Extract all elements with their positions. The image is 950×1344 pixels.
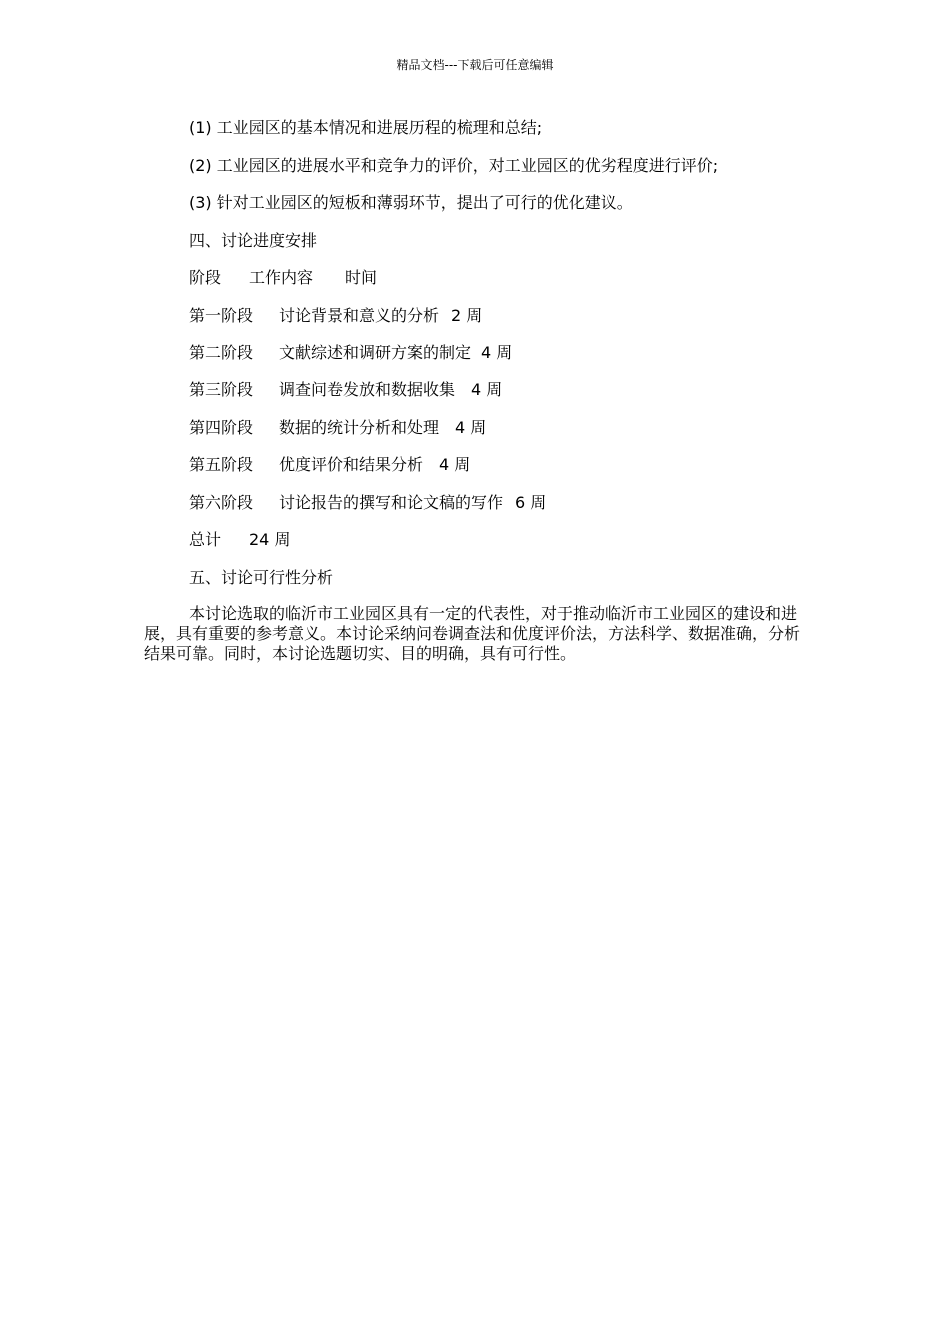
total-label: 总计 xyxy=(189,530,222,549)
row-stage: 第五阶段 xyxy=(189,455,254,474)
row-time: 4 周 xyxy=(455,418,487,437)
row-time: 4 周 xyxy=(439,455,471,474)
table-row xyxy=(189,306,482,326)
page-header: 精品文档---下载后可任意编辑 xyxy=(396,58,554,72)
row-stage: 第二阶段 xyxy=(189,343,254,362)
schedule-table-header xyxy=(189,268,377,288)
row-content: 讨论报告的撰写和论文稿的写作 xyxy=(279,493,504,512)
table-row xyxy=(189,343,512,363)
row-content: 优度评价和结果分析 xyxy=(279,455,424,474)
row-time: 2 周 xyxy=(451,306,483,325)
row-time: 4 周 xyxy=(481,343,513,362)
row-content: 讨论背景和意义的分析 xyxy=(279,306,440,325)
row-time: 6 周 xyxy=(515,493,547,512)
table-row xyxy=(189,418,486,438)
section-4-heading: 四、讨论进度安排 xyxy=(189,231,318,250)
schedule-total xyxy=(189,530,290,550)
header-content: 工作内容 xyxy=(249,268,314,287)
header-stage: 阶段 xyxy=(189,268,222,287)
row-stage: 第一阶段 xyxy=(189,306,254,325)
table-row xyxy=(189,380,502,400)
row-content: 文献综述和调研方案的制定 xyxy=(279,343,472,362)
table-row xyxy=(189,493,546,513)
total-value: 24 周 xyxy=(249,530,291,549)
row-content: 数据的统计分析和处理 xyxy=(279,418,440,437)
row-content: 调查问卷发放和数据收集 xyxy=(279,380,456,399)
header-time: 时间 xyxy=(345,268,378,287)
row-stage: 第四阶段 xyxy=(189,418,254,437)
feasibility-paragraph: 本讨论选取的临沂市工业园区具有一定的代表性，对于推动临沂市工业园区的建设和进展，具有重要的参考意义。本讨论采纳问卷调查法和优度评价法，方法科学、数据准确，分析结果可靠。同时，本讨论选题切实、目的明确，具有可行性。 xyxy=(144,604,801,663)
list-item-2: (2) 工业园区的进展水平和竞争力的评价，对工业园区的优劣程度进行评价; xyxy=(189,156,719,175)
list-item-3: (3) 针对工业园区的短板和薄弱环节，提出了可行的优化建议。 xyxy=(189,193,633,212)
list-item-1: (1) 工业园区的基本情况和进展历程的梳理和总结; xyxy=(189,118,543,137)
row-time: 4 周 xyxy=(471,380,503,399)
table-row xyxy=(189,455,470,475)
section-5-heading: 五、讨论可行性分析 xyxy=(189,568,334,587)
row-stage: 第六阶段 xyxy=(189,493,254,512)
row-stage: 第三阶段 xyxy=(189,380,254,399)
